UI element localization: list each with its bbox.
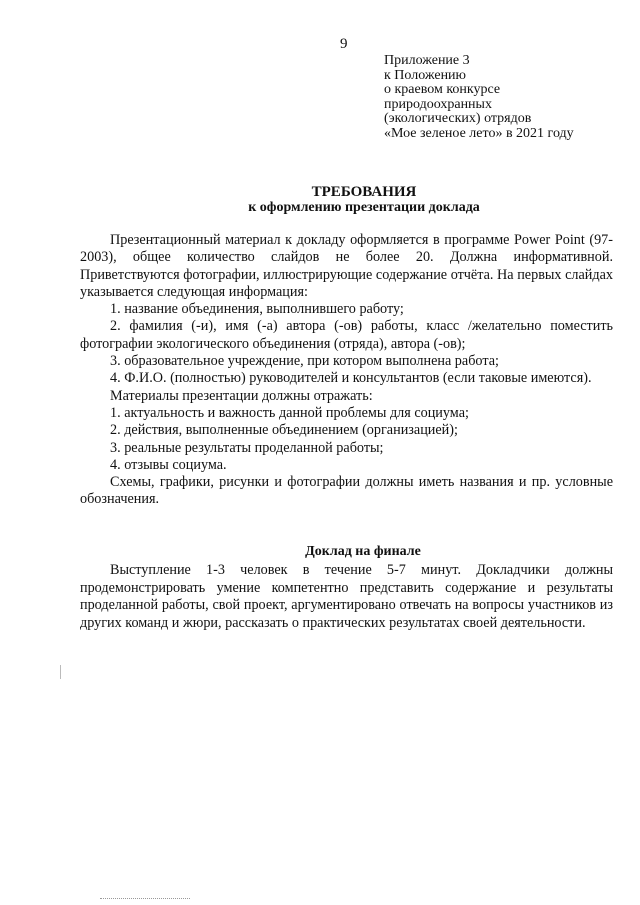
paragraph: Выступление 1-3 человек в течение 5-7 минут. Докладчики должны продемонстрировать умение компетентно представить содержание и результаты проделанной работы, свой проект, аргументировано отвечать на вопросы участников из других команд и жюри, рассказать о практических результатах своей деятельности.: [80, 562, 613, 631]
appendix-line: природоохранных: [384, 96, 492, 112]
section-title: Доклад на финале: [305, 544, 421, 559]
paragraph: Презентационный материал к докладу оформляется в программе Power Point (97-2003), общее количество слайдов не более 20. Должна информативной. Приветствуются фотографии, иллюстрирующие содержание отчёта. На первых слайдах указывается следующая информация:: [80, 232, 613, 300]
appendix-line: Приложение 3: [384, 53, 470, 68]
final-report-body: [80, 562, 613, 632]
appendix-line: к Положению: [384, 67, 467, 83]
paragraph: Материалы презентации должны отражать:: [110, 387, 373, 404]
page-number: 9: [340, 36, 348, 52]
list-item: 4. Ф.И.О. (полностью) руководителей и консультантов (если таковые имеются).: [110, 370, 592, 387]
document-subtitle: к оформлению презентации доклада: [248, 200, 480, 215]
document-title: ТРЕБОВАНИЯ: [311, 184, 417, 200]
scan-artifact: [60, 665, 61, 679]
list-item: 2. фамилия (-и), имя (-а) автора (-ов) работы, класс /желательно поместить фотографии экологического объединения (отряда), автора (-ов);: [80, 318, 613, 352]
appendix-line: о краевом конкурсе: [384, 82, 501, 98]
scan-artifact: [100, 898, 190, 900]
list-item: 3. реальные результаты проделанной работы;: [110, 439, 384, 456]
list-item: 4. отзывы социума.: [110, 456, 227, 473]
appendix-line: «Мое зеленое лето» в 2021 году: [384, 125, 574, 141]
list-item: 1. актуальность и важность данной проблемы для социума;: [110, 404, 469, 421]
appendix-header: [384, 54, 574, 142]
list-item: 1. название объединения, выполнившего работу;: [110, 301, 404, 318]
appendix-line: (экологических) отрядов: [384, 111, 532, 127]
list-item: 3. образовательное учреждение, при котором выполнена работа;: [110, 353, 499, 370]
requirements-body: [80, 232, 613, 509]
paragraph: Схемы, графики, рисунки и фотографии должны иметь названия и пр. условные обозначения.: [80, 474, 613, 508]
list-item: 2. действия, выполненные объединением (организацией);: [110, 422, 458, 439]
